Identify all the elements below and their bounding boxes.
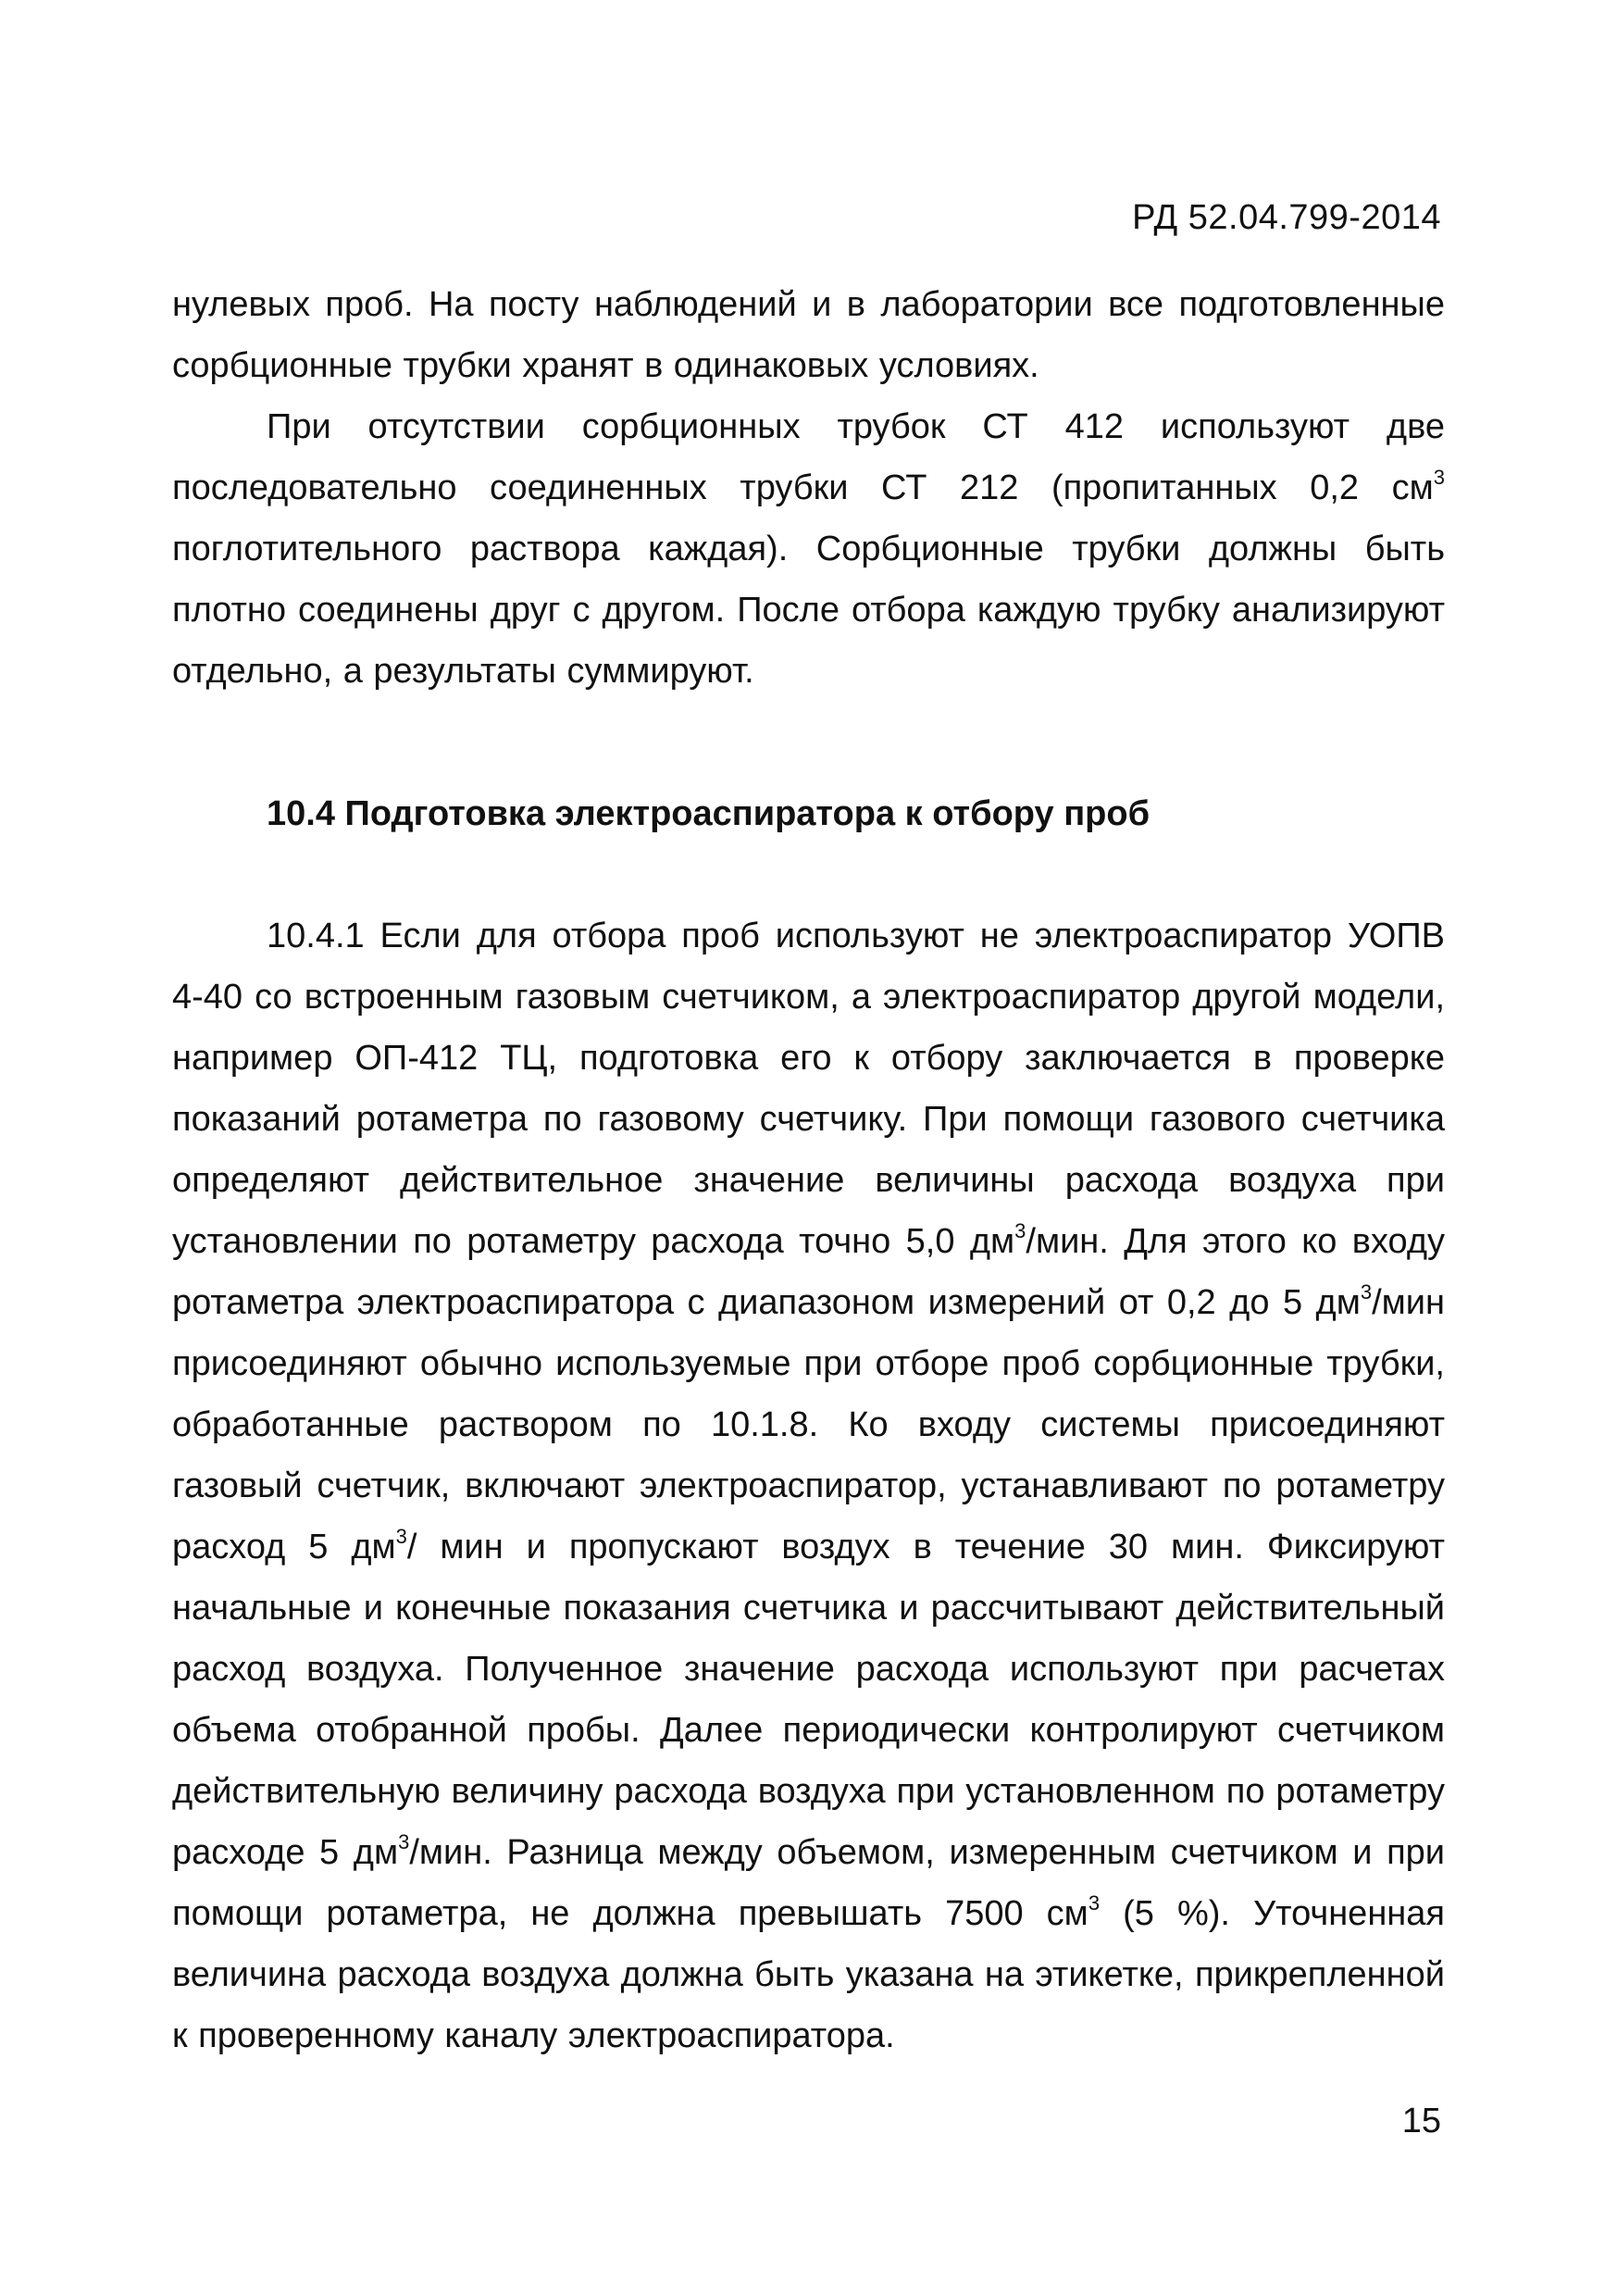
paragraph-text: нулевых проб. На посту наблюдений и в лаборатории все подготовленные сорбционные трубки хранят в одинаковых условиях.	[172, 285, 1445, 385]
superscript: 3	[1433, 466, 1445, 489]
paragraph-text: При отсутствии сорбционных трубок СТ 412 используют две последовательно соединенных трубки СТ 212 (пропитанных 0,2 см	[172, 407, 1445, 507]
superscript: 3	[1014, 1219, 1026, 1242]
superscript: 3	[1360, 1280, 1373, 1304]
superscript: 3	[395, 1525, 407, 1548]
paragraph-text: /мин. Разница между объемом, измеренным счетчиком и при помощи ротаметра, не должна превышать 7500 см	[172, 1833, 1446, 1933]
superscript: 3	[398, 1830, 410, 1853]
section-heading: 10.4 Подготовка электроаспиратора к отбору проб	[267, 794, 1151, 833]
document-code: РД 52.04.799-2014	[1132, 198, 1441, 237]
paragraph-text: /мин. Для этого ко входу ротаметра электроаспиратора с диапазоном измерений от 0,2 до 5 дм	[172, 1222, 1445, 1322]
page-number: 15	[1401, 2102, 1441, 2140]
paragraph-text: 10.4.1 Если для отбора проб используют не электроаспиратор УОПВ 4-40 со встроенным газовым счетчиком, а электроаспиратор другой модели, например ОП-412 ТЦ, подготовка его к отбору заключается в проверке показаний ротаметра по газовому счетчику. При помощи газового счетчика определяют действительное значение величины расхода воздуха при установлении по ротаметру расхода точно 5,0 дм	[172, 917, 1445, 1261]
page-content	[172, 274, 1445, 2066]
paragraph-text: (5 %). Уточненная величина расхода воздуха должна быть указана на этикетке, прикрепленной к проверенному каналу электроаспиратора.	[172, 1894, 1446, 2055]
paragraph-text: /мин присоединяют обычно используемые при отборе проб сорбционные трубки, обработанные раствором по 10.1.8. Ко входу системы присоединяют газовый счетчик, включают электроаспиратор, устанавливают по ротаметру расход 5 дм	[172, 1283, 1445, 1566]
paragraph-continuation	[172, 274, 1445, 396]
paragraph-10-4-1	[172, 905, 1445, 2066]
paragraph-text: / мин и пропускают воздух в течение 30 мин. Фиксируют начальные и конечные показания счетчика и рассчитывают действительный расход воздуха. Полученное значение расхода используют при расчетах объема отобранной пробы. Далее периодически контролируют счетчиком действительную величину расхода воздуха при установленном по ротаметру расходе 5 дм	[172, 1528, 1445, 1872]
superscript: 3	[1088, 1891, 1101, 1915]
paragraph-text: поглотительного раствора каждая). Сорбционные трубки должны быть плотно соединены друг с другом. После отбора каждую трубку анализируют отдельно, а результаты суммируют.	[172, 530, 1445, 691]
paragraph-sorption-tubes	[172, 396, 1445, 702]
